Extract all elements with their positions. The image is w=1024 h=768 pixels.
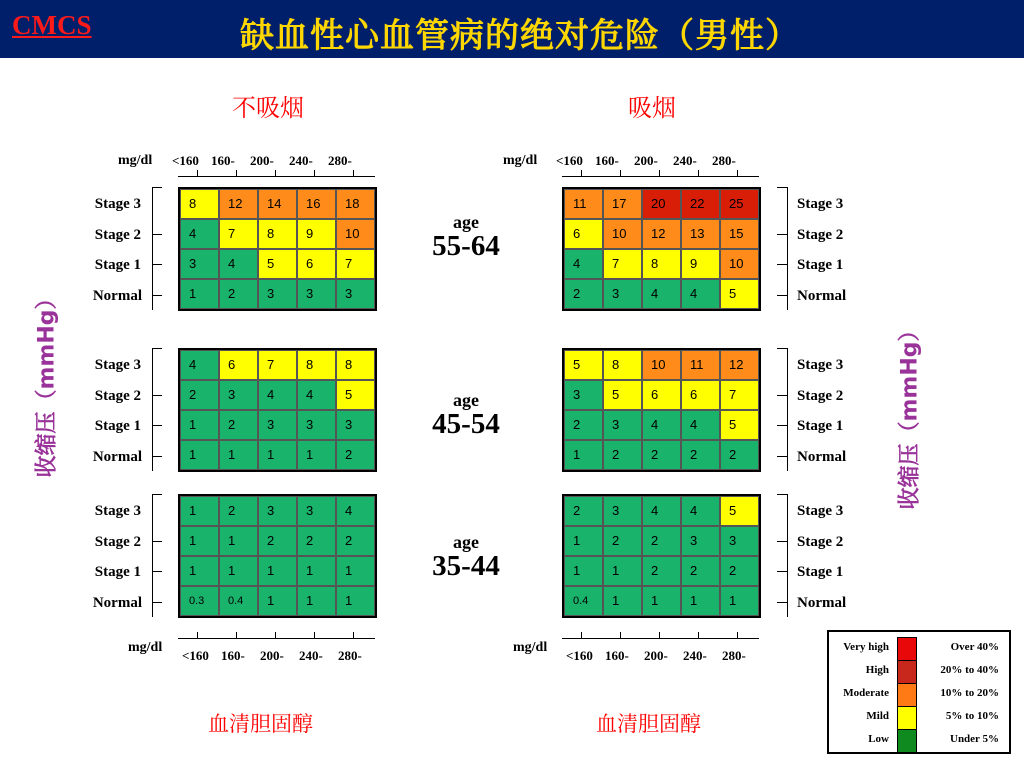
legend-row: [829, 682, 1009, 705]
left-ylabel: 收缩压（mmHg）: [34, 287, 60, 478]
risk-cell: 4: [336, 496, 375, 526]
legend-row: [829, 636, 1009, 659]
unit-label-bottom: mg/dl: [128, 640, 163, 655]
risk-cell: 1: [258, 556, 297, 586]
risk-cell: 2: [720, 440, 759, 470]
stage-label: Normal: [797, 287, 847, 304]
risk-cell: 15: [720, 219, 759, 249]
risk-cell: 2: [603, 526, 642, 556]
left-xlabel: 血清胆固醇: [208, 712, 313, 736]
risk-cell: 2: [336, 440, 375, 470]
header-bar: [0, 0, 1024, 58]
risk-cell: 2: [219, 496, 258, 526]
risk-cell: 8: [336, 350, 375, 380]
stage-label: Normal: [797, 448, 847, 465]
stage-tick: [777, 571, 787, 572]
risk-cell: 3: [336, 279, 375, 309]
age-prefix-label: age: [453, 532, 479, 552]
risk-cell: 2: [681, 440, 720, 470]
stage-tick: [777, 395, 787, 396]
risk-cell: 1: [219, 526, 258, 556]
risk-cell: 25: [720, 189, 759, 219]
col-tick-label: 240-: [683, 648, 707, 663]
risk-cell: 3: [720, 526, 759, 556]
risk-cell: 18: [336, 189, 375, 219]
axis-tick: [353, 632, 354, 638]
legend-swatch: [897, 683, 917, 707]
stage-tick: [777, 348, 787, 349]
risk-cell: 8: [603, 350, 642, 380]
stage-bracket-line: [787, 187, 788, 310]
risk-cell: 1: [720, 586, 759, 616]
right-ylabel: 收缩压（mmHg）: [897, 319, 923, 510]
stage-label: Normal: [92, 448, 142, 465]
stage-label: Stage 2: [797, 387, 844, 404]
risk-table-35-44-nonsmoker: [178, 494, 377, 618]
stage-tick: [152, 456, 162, 457]
risk-cell: 3: [180, 249, 219, 279]
risk-cell: 11: [564, 189, 603, 219]
axis-tick: [275, 170, 276, 176]
risk-cell: 2: [219, 279, 258, 309]
stage-tick: [777, 494, 787, 495]
stage-label: Stage 3: [94, 503, 141, 519]
col-tick-label: 280-: [328, 153, 352, 168]
stage-label: Stage 2: [797, 533, 844, 550]
legend-range: 20% to 40%: [940, 664, 999, 676]
right-xlabel: 血清胆固醇: [596, 712, 701, 736]
col-tick-label: 160-: [211, 153, 235, 168]
risk-cell: 4: [258, 380, 297, 410]
risk-cell: 2: [258, 526, 297, 556]
risk-cell: 12: [642, 219, 681, 249]
stage-tick: [152, 348, 162, 349]
axis-tick: [236, 632, 237, 638]
legend-swatch: [897, 706, 917, 730]
risk-cell: 0.3: [180, 586, 219, 616]
risk-cell: 17: [603, 189, 642, 219]
legend-swatch: [897, 660, 917, 684]
risk-cell: 5: [720, 279, 759, 309]
col-tick-label: 240-: [673, 153, 697, 168]
risk-cell: 7: [336, 249, 375, 279]
risk-cell: 1: [180, 410, 219, 440]
stage-tick: [152, 264, 162, 265]
legend-swatch: [897, 637, 917, 661]
risk-cell: 1: [564, 440, 603, 470]
stage-tick: [777, 264, 787, 265]
risk-cell: 2: [564, 279, 603, 309]
axis-tick: [314, 170, 315, 176]
legend-range: Under 5%: [950, 733, 999, 745]
cmcs-logo: CMCS: [12, 10, 92, 40]
stage-bracket-line: [152, 187, 153, 310]
col-tick-label: 240-: [299, 648, 323, 663]
risk-cell: 7: [603, 249, 642, 279]
risk-cell: 7: [720, 380, 759, 410]
risk-cell: 5: [336, 380, 375, 410]
risk-cell: 1: [564, 526, 603, 556]
stage-tick: [152, 571, 162, 572]
stage-tick: [152, 494, 162, 495]
col-tick-label: 240-: [289, 153, 313, 168]
col-tick-label: 200-: [250, 153, 274, 168]
risk-cell: 4: [681, 279, 720, 309]
axis-tick: [353, 170, 354, 176]
non-smoker-label: 不吸烟: [232, 94, 304, 122]
stage-label: Stage 1: [797, 418, 844, 434]
stage-tick: [777, 234, 787, 235]
stage-label: Stage 1: [94, 564, 141, 580]
risk-cell: 2: [642, 440, 681, 470]
axis-tick: [659, 632, 660, 638]
legend-row: [829, 728, 1009, 751]
axis-tick: [659, 170, 660, 176]
risk-cell: 3: [297, 279, 336, 309]
legend-swatch: [897, 729, 917, 753]
risk-cell: 5: [258, 249, 297, 279]
stage-label: Normal: [92, 287, 142, 304]
smoker-label: 吸烟: [628, 94, 676, 122]
risk-cell: 2: [681, 556, 720, 586]
risk-cell: 8: [297, 350, 336, 380]
legend-range: 10% to 20%: [940, 687, 999, 699]
risk-cell: 1: [258, 586, 297, 616]
legend-name: Low: [868, 733, 889, 745]
stage-tick: [152, 234, 162, 235]
risk-cell: 10: [642, 350, 681, 380]
axis-tick: [737, 632, 738, 638]
risk-cell: 1: [297, 556, 336, 586]
col-tick-label: <160: [172, 153, 199, 168]
risk-cell: 7: [258, 350, 297, 380]
risk-cell: 1: [603, 556, 642, 586]
stage-bracket-line: [787, 348, 788, 471]
axis-tick: [236, 170, 237, 176]
risk-cell: 7: [219, 219, 258, 249]
bottom-axis-line: [178, 638, 375, 639]
risk-cell: 1: [180, 496, 219, 526]
risk-cell: 1: [180, 279, 219, 309]
legend-row: [829, 705, 1009, 728]
axis-tick: [698, 632, 699, 638]
stage-bracket-line: [787, 494, 788, 617]
risk-cell: 2: [336, 526, 375, 556]
risk-legend: [827, 630, 1011, 754]
stage-label: Normal: [92, 594, 142, 611]
stage-label: Stage 3: [797, 196, 844, 212]
risk-cell: 6: [681, 380, 720, 410]
stage-label: Stage 2: [94, 387, 141, 404]
risk-cell: 8: [180, 189, 219, 219]
col-tick-label: 200-: [634, 153, 658, 168]
risk-cell: 3: [258, 279, 297, 309]
risk-table-45-54-smoker: [562, 348, 761, 472]
risk-cell: 12: [219, 189, 258, 219]
risk-cell: 0.4: [564, 586, 603, 616]
risk-cell: 2: [720, 556, 759, 586]
stage-bracket-line: [152, 348, 153, 471]
risk-cell: 1: [642, 586, 681, 616]
legend-name: Mild: [866, 710, 889, 722]
risk-cell: 2: [219, 410, 258, 440]
stage-tick: [777, 602, 787, 603]
stage-tick: [777, 187, 787, 188]
legend-range: 5% to 10%: [945, 710, 999, 722]
stage-label: Stage 1: [94, 418, 141, 434]
stage-tick: [777, 456, 787, 457]
col-tick-label: 200-: [260, 648, 284, 663]
risk-cell: 1: [336, 556, 375, 586]
risk-cell: 13: [681, 219, 720, 249]
risk-cell: 5: [720, 496, 759, 526]
risk-cell: 1: [219, 556, 258, 586]
age-range-label: 55-64: [432, 230, 500, 262]
risk-cell: 4: [180, 219, 219, 249]
age-prefix-label: age: [453, 390, 479, 410]
risk-cell: 6: [219, 350, 258, 380]
risk-cell: 1: [681, 586, 720, 616]
risk-cell: 6: [564, 219, 603, 249]
stage-label: Stage 1: [94, 257, 141, 273]
risk-cell: 1: [336, 586, 375, 616]
risk-cell: 8: [258, 219, 297, 249]
risk-cell: 1: [180, 556, 219, 586]
risk-cell: 16: [297, 189, 336, 219]
risk-cell: 1: [564, 556, 603, 586]
stage-label: Normal: [797, 594, 847, 611]
risk-cell: 4: [681, 410, 720, 440]
risk-cell: 3: [603, 410, 642, 440]
risk-cell: 14: [258, 189, 297, 219]
col-tick-label: <160: [182, 648, 209, 663]
risk-cell: 4: [180, 350, 219, 380]
col-tick-label: 160-: [221, 648, 245, 663]
col-tick-label: 280-: [338, 648, 362, 663]
axis-tick: [620, 632, 621, 638]
axis-tick: [197, 170, 198, 176]
axis-tick: [314, 632, 315, 638]
risk-cell: 10: [336, 219, 375, 249]
stage-label: Stage 3: [94, 357, 141, 373]
stage-bracket-line: [152, 494, 153, 617]
risk-cell: 3: [258, 410, 297, 440]
stage-tick: [152, 602, 162, 603]
col-tick-label: <160: [566, 648, 593, 663]
risk-cell: 1: [258, 440, 297, 470]
axis-tick: [581, 632, 582, 638]
risk-cell: 4: [219, 249, 258, 279]
stage-label: Stage 3: [797, 357, 844, 373]
risk-cell: 3: [603, 496, 642, 526]
stage-tick: [777, 425, 787, 426]
axis-tick: [197, 632, 198, 638]
risk-cell: 2: [642, 526, 681, 556]
stage-label: Stage 2: [94, 533, 141, 550]
risk-cell: 1: [297, 586, 336, 616]
risk-cell: 1: [180, 440, 219, 470]
risk-cell: 1: [219, 440, 258, 470]
top-axis-line: [562, 176, 759, 177]
risk-cell: 2: [603, 440, 642, 470]
risk-table-45-54-nonsmoker: [178, 348, 377, 472]
risk-cell: 1: [603, 586, 642, 616]
top-axis-line: [178, 176, 375, 177]
risk-table-55-64-smoker: [562, 187, 761, 311]
risk-cell: 9: [681, 249, 720, 279]
stage-label: Stage 2: [94, 226, 141, 243]
axis-tick: [620, 170, 621, 176]
risk-cell: 2: [564, 410, 603, 440]
col-tick-label: 280-: [712, 153, 736, 168]
risk-cell: 2: [180, 380, 219, 410]
risk-cell: 3: [681, 526, 720, 556]
risk-cell: 22: [681, 189, 720, 219]
stage-tick: [777, 295, 787, 296]
unit-label-top: mg/dl: [503, 153, 538, 168]
risk-cell: 20: [642, 189, 681, 219]
axis-tick: [737, 170, 738, 176]
risk-cell: 3: [336, 410, 375, 440]
risk-cell: 3: [297, 496, 336, 526]
risk-cell: 3: [297, 410, 336, 440]
stage-label: Stage 2: [797, 226, 844, 243]
risk-table-55-64-nonsmoker: [178, 187, 377, 311]
risk-cell: 3: [603, 279, 642, 309]
risk-cell: 4: [564, 249, 603, 279]
stage-tick: [152, 187, 162, 188]
page-title: 缺血性心血管病的绝对危险（男性）: [240, 16, 800, 56]
col-tick-label: 160-: [605, 648, 629, 663]
risk-cell: 2: [564, 496, 603, 526]
risk-cell: 3: [219, 380, 258, 410]
stage-tick: [152, 295, 162, 296]
legend-name: Very high: [843, 641, 889, 653]
risk-cell: 1: [297, 440, 336, 470]
legend-name: Moderate: [843, 687, 889, 699]
risk-cell: 8: [642, 249, 681, 279]
risk-cell: 9: [297, 219, 336, 249]
age-range-label: 35-44: [432, 550, 500, 582]
risk-cell: 6: [642, 380, 681, 410]
risk-cell: 6: [297, 249, 336, 279]
stage-label: Stage 1: [797, 564, 844, 580]
legend-range: Over 40%: [950, 641, 999, 653]
risk-cell: 2: [642, 556, 681, 586]
risk-cell: 12: [720, 350, 759, 380]
col-tick-label: <160: [556, 153, 583, 168]
col-tick-label: 280-: [722, 648, 746, 663]
axis-tick: [698, 170, 699, 176]
risk-cell: 5: [720, 410, 759, 440]
risk-cell: 11: [681, 350, 720, 380]
col-tick-label: 160-: [595, 153, 619, 168]
risk-cell: 5: [603, 380, 642, 410]
unit-label-bottom: mg/dl: [513, 640, 548, 655]
stage-label: Stage 1: [797, 257, 844, 273]
risk-cell: 4: [642, 496, 681, 526]
risk-table-35-44-smoker: [562, 494, 761, 618]
bottom-axis-line: [562, 638, 759, 639]
stage-tick: [152, 395, 162, 396]
stage-label: Stage 3: [94, 196, 141, 212]
age-prefix-label: age: [453, 212, 479, 232]
risk-cell: 10: [603, 219, 642, 249]
risk-cell: 4: [681, 496, 720, 526]
col-tick-label: 200-: [644, 648, 668, 663]
risk-cell: 1: [180, 526, 219, 556]
stage-tick: [152, 541, 162, 542]
stage-tick: [152, 425, 162, 426]
legend-row: [829, 659, 1009, 682]
risk-cell: 4: [297, 380, 336, 410]
risk-cell: 3: [564, 380, 603, 410]
risk-cell: 0.4: [219, 586, 258, 616]
axis-tick: [581, 170, 582, 176]
risk-cell: 5: [564, 350, 603, 380]
age-range-label: 45-54: [432, 408, 500, 440]
risk-cell: 3: [258, 496, 297, 526]
stage-label: Stage 3: [797, 503, 844, 519]
stage-tick: [777, 541, 787, 542]
unit-label-top: mg/dl: [118, 153, 153, 168]
risk-cell: 4: [642, 279, 681, 309]
axis-tick: [275, 632, 276, 638]
legend-name: High: [865, 664, 889, 676]
risk-cell: 4: [642, 410, 681, 440]
risk-cell: 10: [720, 249, 759, 279]
risk-cell: 2: [297, 526, 336, 556]
